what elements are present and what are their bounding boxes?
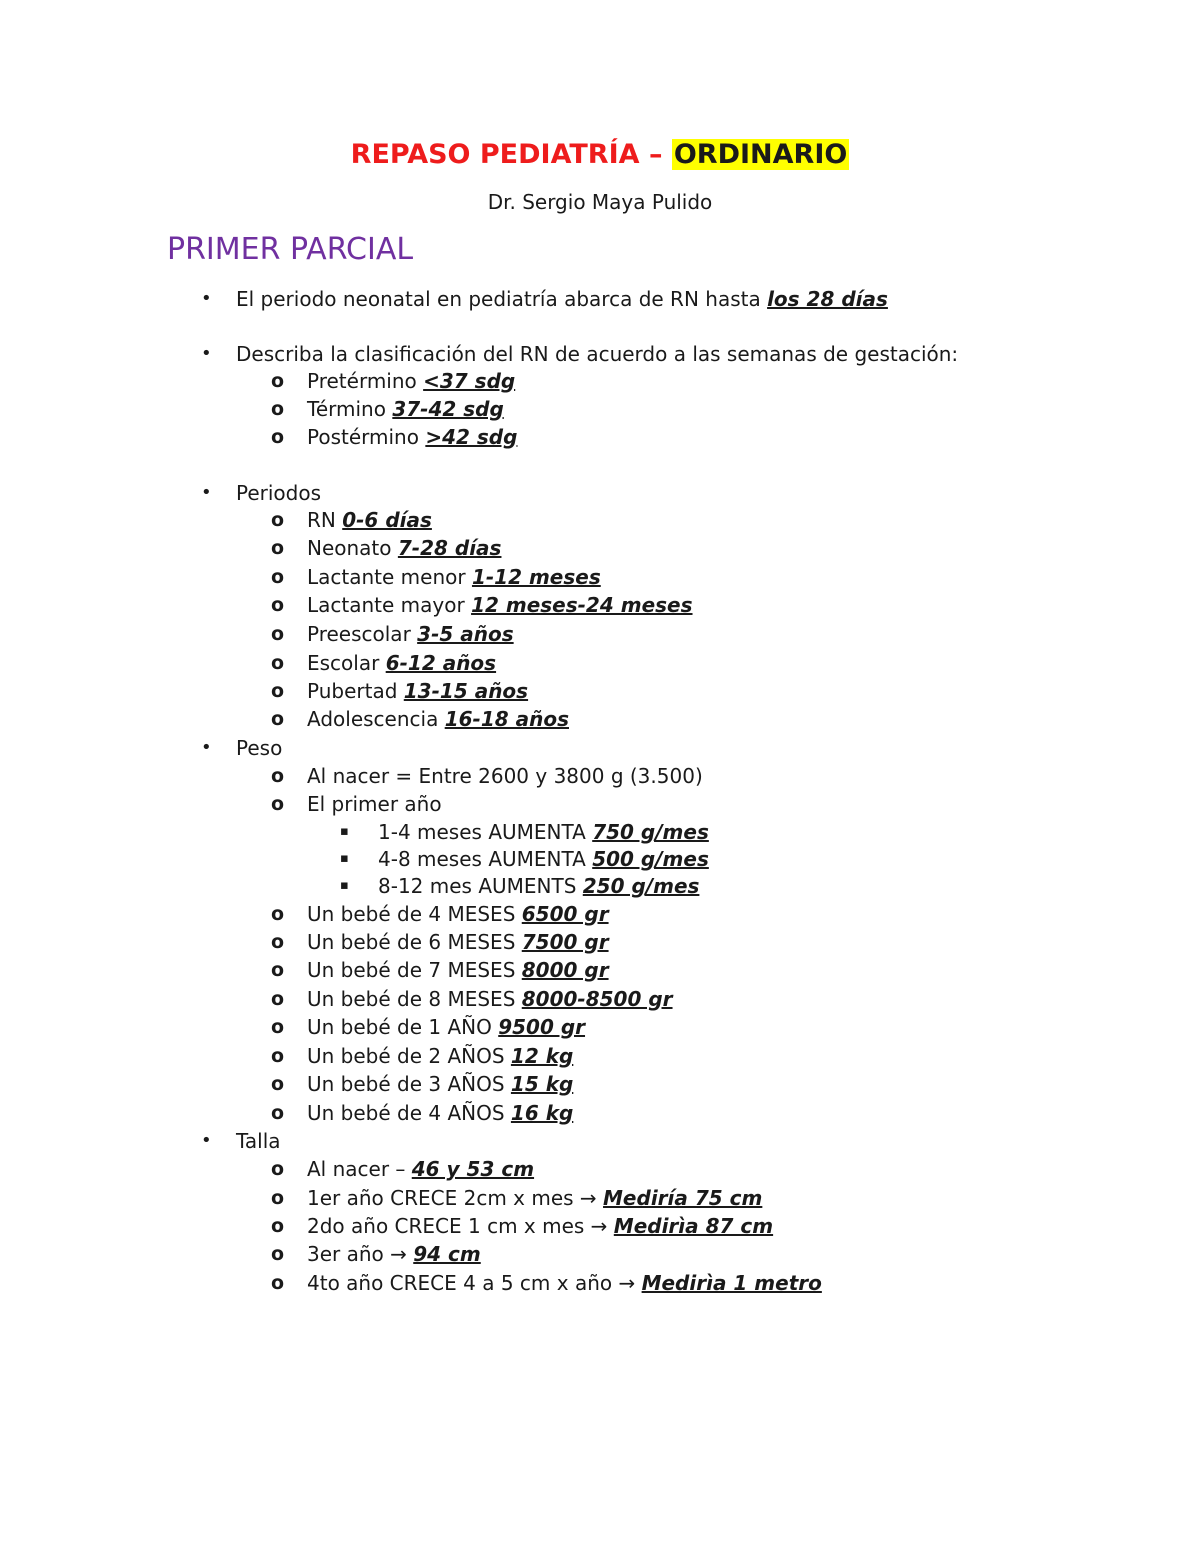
sub-bullet-marker: o bbox=[271, 903, 285, 925]
item-answer: 6500 gr bbox=[521, 902, 609, 926]
item-text: Un bebé de 4 AÑOS bbox=[307, 1101, 511, 1125]
item-text: Periodos bbox=[236, 481, 322, 505]
list-item bbox=[271, 985, 673, 1013]
item-answer: 0-6 días bbox=[342, 508, 432, 532]
item-text: Peso bbox=[236, 736, 283, 760]
list-item bbox=[271, 705, 569, 733]
item-text: Un bebé de 2 AÑOS bbox=[307, 1044, 511, 1068]
item-text: Lactante mayor bbox=[307, 593, 472, 617]
item-text: Un bebé de 8 MESES bbox=[307, 987, 522, 1011]
sub-bullet-marker: o bbox=[271, 793, 285, 815]
item-text: 2do año CRECE 1 cm x mes → bbox=[307, 1214, 614, 1238]
item-text: Un bebé de 4 MESES bbox=[307, 902, 522, 926]
list-item bbox=[271, 900, 609, 928]
item-text: Pubertad bbox=[307, 679, 404, 703]
item-text: El periodo neonatal en pediatría abarca de RN hasta bbox=[236, 287, 768, 311]
item-answer: 6-12 años bbox=[385, 651, 497, 675]
title-highlight: ORDINARIO bbox=[673, 139, 848, 170]
item-text: 1er año CRECE 2cm x mes → bbox=[307, 1186, 604, 1210]
item-text: Un bebé de 1 AÑO bbox=[307, 1015, 499, 1039]
item-answer: los 28 días bbox=[767, 287, 888, 311]
item-text: Describa la clasificación del RN de acuerdo a las semanas de gestación: bbox=[236, 342, 959, 366]
list-item bbox=[271, 1013, 586, 1041]
sub-bullet-marker: o bbox=[271, 959, 285, 981]
item-answer: 1-12 meses bbox=[471, 565, 601, 589]
list-item bbox=[271, 1155, 535, 1183]
list-item bbox=[271, 1212, 774, 1240]
item-text: Un bebé de 7 MESES bbox=[307, 958, 522, 982]
list-item bbox=[201, 285, 888, 313]
list-item bbox=[340, 818, 709, 846]
item-text: 8-12 mes AUMENTS bbox=[378, 874, 583, 898]
list-item bbox=[201, 734, 283, 762]
item-text: Al nacer = Entre 2600 y 3800 g (3.500) bbox=[307, 764, 703, 788]
item-text: Talla bbox=[236, 1129, 281, 1153]
sub-bullet-marker: o bbox=[271, 1073, 285, 1095]
list-item bbox=[271, 506, 432, 534]
sub-bullet-marker: o bbox=[271, 1243, 285, 1265]
list-item bbox=[271, 1099, 574, 1127]
item-answer: 13-15 años bbox=[403, 679, 529, 703]
list-item bbox=[201, 1127, 281, 1155]
list-item bbox=[271, 790, 442, 818]
item-answer: 7500 gr bbox=[521, 930, 609, 954]
item-answer: 750 g/mes bbox=[592, 820, 709, 844]
item-text: 4-8 meses AUMENTA bbox=[378, 847, 593, 871]
item-answer: Medirìa 87 cm bbox=[613, 1214, 774, 1238]
list-item bbox=[271, 563, 601, 591]
list-item bbox=[271, 1240, 481, 1268]
sub-bullet-marker: o bbox=[271, 594, 285, 616]
sub-bullet-marker: o bbox=[271, 370, 285, 392]
sub-bullet-marker: o bbox=[271, 623, 285, 645]
sub-bullet-marker: o bbox=[271, 1016, 285, 1038]
item-answer: 7-28 días bbox=[397, 536, 502, 560]
sub-bullet-marker: o bbox=[271, 426, 285, 448]
item-text: 4to año CRECE 4 a 5 cm x año → bbox=[307, 1271, 642, 1295]
sub-bullet-marker: o bbox=[271, 398, 285, 420]
item-text: Neonato bbox=[307, 536, 398, 560]
bullet-marker: • bbox=[201, 737, 212, 758]
item-answer: 500 g/mes bbox=[592, 847, 709, 871]
section-heading: PRIMER PARCIAL bbox=[167, 232, 414, 267]
item-answer: 15 kg bbox=[510, 1072, 574, 1096]
item-text: Un bebé de 6 MESES bbox=[307, 930, 522, 954]
item-answer: 16 kg bbox=[510, 1101, 574, 1125]
list-item bbox=[340, 845, 709, 873]
bullet-marker: • bbox=[201, 482, 212, 503]
item-answer: 8000 gr bbox=[521, 958, 609, 982]
page-title bbox=[0, 136, 1200, 174]
sub-bullet-marker: o bbox=[271, 1045, 285, 1067]
item-text: 3er año → bbox=[307, 1242, 414, 1266]
list-item bbox=[271, 762, 703, 790]
list-item bbox=[271, 423, 518, 451]
item-text: Término bbox=[307, 397, 393, 421]
item-text: Un bebé de 3 AÑOS bbox=[307, 1072, 511, 1096]
item-text: Adolescencia bbox=[307, 707, 445, 731]
sub-bullet-marker: o bbox=[271, 765, 285, 787]
list-item bbox=[271, 1184, 763, 1212]
sub-bullet-marker: o bbox=[271, 1187, 285, 1209]
list-item bbox=[271, 1269, 822, 1297]
sub-bullet-marker: o bbox=[271, 1158, 285, 1180]
sub-bullet-marker: o bbox=[271, 537, 285, 559]
item-answer: 12 meses-24 meses bbox=[471, 593, 693, 617]
bullet-marker: • bbox=[201, 1130, 212, 1151]
list-item bbox=[271, 591, 693, 619]
item-answer: <37 sdg bbox=[423, 369, 516, 393]
list-item bbox=[271, 395, 504, 423]
item-text: Al nacer – bbox=[307, 1157, 412, 1181]
item-text: 1-4 meses AUMENTA bbox=[378, 820, 593, 844]
list-item bbox=[201, 340, 959, 368]
list-item bbox=[271, 928, 609, 956]
item-answer: 12 kg bbox=[510, 1044, 574, 1068]
sub-bullet-marker: o bbox=[271, 988, 285, 1010]
item-answer: 8000-8500 gr bbox=[521, 987, 673, 1011]
item-answer: Medirìa 1 metro bbox=[641, 1271, 822, 1295]
item-text: RN bbox=[307, 508, 343, 532]
item-text: El primer año bbox=[307, 792, 442, 816]
sub-bullet-marker: o bbox=[271, 931, 285, 953]
sub-bullet-marker: o bbox=[271, 1272, 285, 1294]
list-item bbox=[271, 677, 529, 705]
item-answer: 94 cm bbox=[413, 1242, 481, 1266]
list-item bbox=[271, 956, 609, 984]
item-answer: 16-18 años bbox=[444, 707, 569, 731]
item-answer: 250 g/mes bbox=[582, 874, 700, 898]
sub-bullet-marker: o bbox=[271, 708, 285, 730]
list-item bbox=[271, 649, 497, 677]
sub-bullet-marker: o bbox=[271, 509, 285, 531]
list-item bbox=[271, 1042, 574, 1070]
author: Dr. Sergio Maya Pulido bbox=[487, 190, 713, 214]
item-text: Escolar bbox=[307, 651, 386, 675]
title-main: REPASO PEDIATRÍA bbox=[350, 139, 640, 170]
item-text: Pretérmino bbox=[307, 369, 424, 393]
item-answer: 37-42 sdg bbox=[392, 397, 504, 421]
item-answer: 46 y 53 cm bbox=[411, 1157, 535, 1181]
sub-bullet-marker: o bbox=[271, 680, 285, 702]
sub-bullet-marker: o bbox=[271, 652, 285, 674]
item-text: Postérmino bbox=[307, 425, 426, 449]
item-answer: >42 sdg bbox=[425, 425, 518, 449]
sub-bullet-marker: o bbox=[271, 566, 285, 588]
item-text: Lactante menor bbox=[307, 565, 472, 589]
square-bullet-marker: ▪ bbox=[340, 824, 349, 839]
item-answer: Mediría 75 cm bbox=[603, 1186, 763, 1210]
list-item bbox=[271, 1070, 574, 1098]
sub-bullet-marker: o bbox=[271, 1215, 285, 1237]
square-bullet-marker: ▪ bbox=[340, 851, 349, 866]
list-item bbox=[201, 479, 322, 507]
list-item bbox=[271, 620, 514, 648]
square-bullet-marker: ▪ bbox=[340, 878, 349, 893]
list-item bbox=[340, 872, 700, 900]
bullet-marker: • bbox=[201, 288, 212, 309]
item-text: Preescolar bbox=[307, 622, 418, 646]
sub-bullet-marker: o bbox=[271, 1102, 285, 1124]
list-item bbox=[271, 367, 516, 395]
item-answer: 3-5 años bbox=[417, 622, 514, 646]
item-answer: 9500 gr bbox=[498, 1015, 586, 1039]
list-item bbox=[271, 534, 502, 562]
title-dash: – bbox=[648, 139, 663, 170]
bullet-marker: • bbox=[201, 343, 212, 364]
